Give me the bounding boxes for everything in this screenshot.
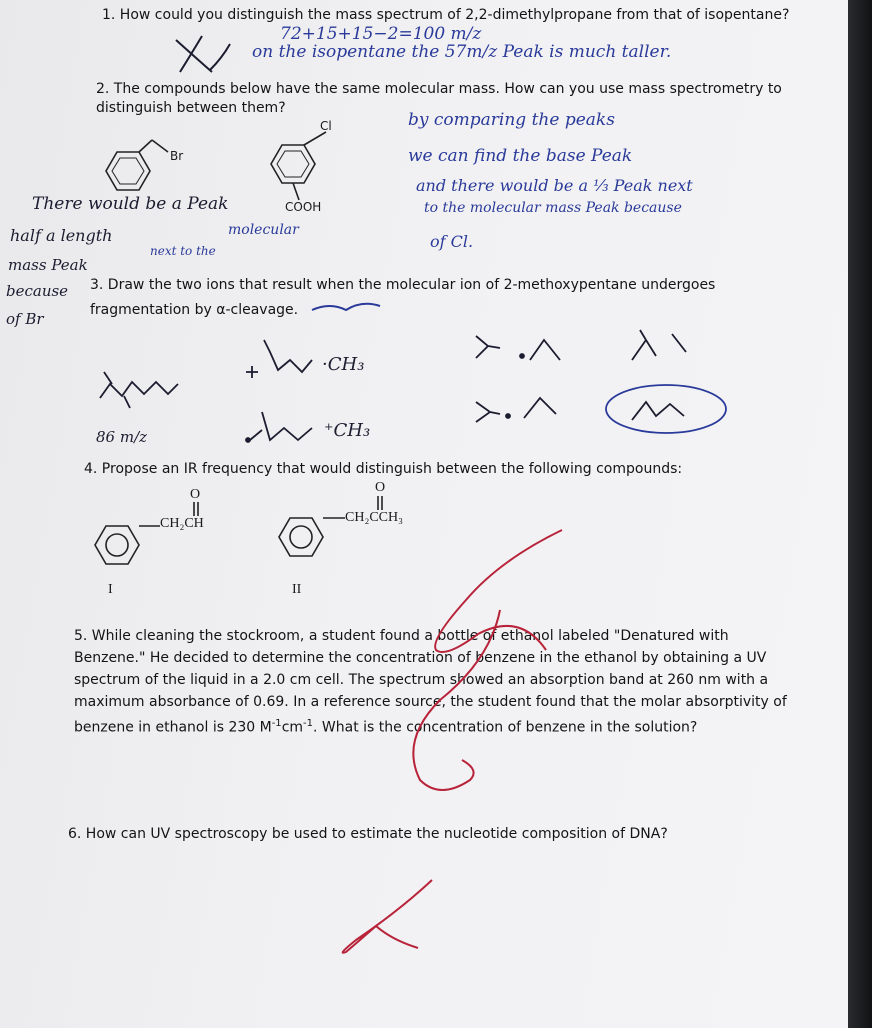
handwriting-q2-left-3: mass Peak <box>8 256 88 274</box>
handwriting-q1-answer: on the isopentane the 57m/z Peak is much taller. <box>252 42 672 62</box>
handwriting-q2-right-3: and there would be a ⅓ Peak next <box>416 176 693 195</box>
label-compound-i: I <box>108 582 113 597</box>
handwriting-q2-left-4: because <box>6 282 69 300</box>
question-5-line5 <box>74 717 697 738</box>
label-carbonyl-o2: O <box>375 480 386 495</box>
q5-text-b: cm <box>281 719 304 736</box>
q5-text-a: benzene in ethanol is 230 M <box>74 719 272 736</box>
label-cl: Cl <box>320 119 332 133</box>
handwriting-q2-right-1: by comparing the peaks <box>408 110 615 130</box>
handwriting-q1-calc: 72+15+15−2=100 m/z <box>280 24 482 44</box>
handwriting-q2-right-4: to the molecular mass Peak because <box>424 200 682 216</box>
label-br: Br <box>170 149 184 163</box>
q5-text-c: . What is the concentration of benzene in the solution? <box>313 719 698 736</box>
question-2-line2: distinguish between them? <box>96 100 286 116</box>
handwriting-q2-left-2: half a length <box>10 226 113 245</box>
handwriting-q2-right-2: we can find the base Peak <box>408 146 633 166</box>
question-2-line1: 2. The compounds below have the same molecular mass. How can you use mass spectrometry to <box>96 81 782 97</box>
question-6: 6. How can UV spectroscopy be used to estimate the nucleotide composition of DNA? <box>68 826 668 842</box>
label-carbonyl-o1: O <box>190 487 201 502</box>
question-5-line4: maximum absorbance of 0.69. In a reference source, the student found that the molar absorptivity of <box>74 694 787 710</box>
handwriting-q3-ch3-top: ·CH₃ <box>322 354 365 375</box>
question-1: 1. How could you distinguish the mass spectrum of 2,2-dimethylpropane from that of isopentane? <box>102 7 790 23</box>
question-5-line1: 5. While cleaning the stockroom, a student found a bottle of ethanol labeled "Denatured with <box>74 628 729 644</box>
handwriting-q3-mz: 86 m/z <box>96 428 148 446</box>
question-3-line2: fragmentation by α-cleavage. <box>90 302 299 318</box>
question-5-line3: spectrum of the liquid in a 2.0 cm cell. The spectrum showed an absorption band at 260 nm with a <box>74 672 769 688</box>
label-ch2cch3: CH₂CCH₃ <box>345 510 403 525</box>
label-cooh: COOH <box>285 200 322 214</box>
question-4: 4. Propose an IR frequency that would distinguish between the following compounds: <box>84 461 683 477</box>
handwriting-q2-left-3b: next to the <box>150 244 216 258</box>
q5-sup-2: -1 <box>303 718 314 729</box>
handwriting-q3-ch3-bottom: ⁺CH₃ <box>324 420 371 441</box>
handwriting-q2-left-1: There would be a Peak <box>32 194 229 214</box>
page-edge-shadow <box>848 0 872 1028</box>
handwriting-q2-right-5: of Cl. <box>430 232 474 251</box>
label-ch2ch: CH₂CH <box>160 516 204 531</box>
q5-sup-1: -1 <box>271 718 282 729</box>
label-compound-ii: II <box>292 582 302 597</box>
question-3-line1: 3. Draw the two ions that result when the molecular ion of 2-methoxypentane undergoes <box>90 277 716 293</box>
question-5-line2: Benzene." He decided to determine the concentration of benzene in the ethanol by obtaining a UV <box>74 650 767 666</box>
handwriting-q2-left-5: of Br <box>6 310 44 328</box>
handwriting-q2-left-2b: molecular <box>228 222 299 238</box>
